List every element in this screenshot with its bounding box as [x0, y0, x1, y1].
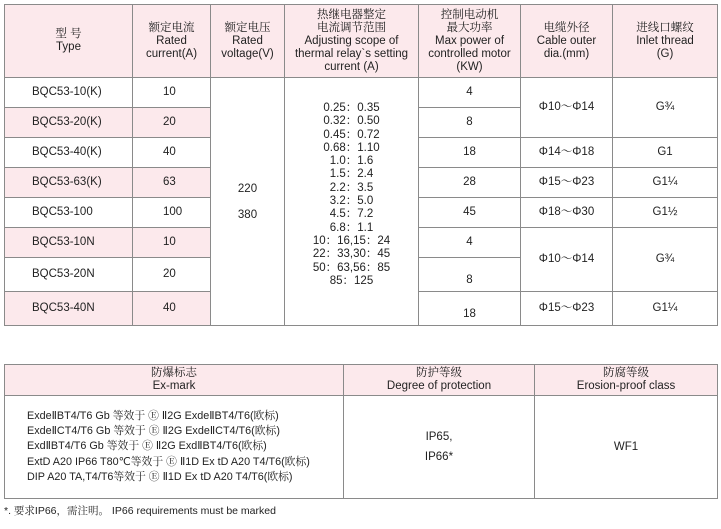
header-motor-en2: controlled motor — [428, 47, 511, 60]
voltage-cell — [211, 78, 285, 326]
relay-range: 2.2：3.5 — [329, 181, 374, 194]
ex-mark-line: ExdeⅡCT4/T6 Gb 等效于 Ⓔ Ⅱ2G ExdeⅡCT4/T6(欧标) — [27, 424, 280, 437]
header-current — [133, 5, 211, 78]
header-current-en2: current(A) — [145, 47, 198, 60]
header-relay — [285, 5, 419, 78]
protection-value: IP65, — [425, 431, 453, 443]
header-type-en: Type — [56, 41, 81, 53]
thread-cell: G1½ — [613, 198, 718, 228]
thread-cell: G¾ — [613, 78, 718, 138]
relay-range: 0.45：0.72 — [323, 128, 380, 141]
relay-range: 0.25：0.35 — [323, 102, 380, 114]
header-motor — [419, 5, 521, 78]
header-relay-en3: current (A) — [324, 60, 379, 73]
motor-power-cell: 45 — [419, 198, 521, 228]
header-voltage-en2: voltage(V) — [221, 47, 274, 60]
model-cell: BQC53-40(K) — [5, 138, 133, 168]
model-cell: BQC53-10N — [5, 228, 133, 258]
header-erosion-en: Erosion-proof class — [576, 380, 676, 392]
ex-data-row — [5, 396, 718, 499]
header-cable-en2: dia.(mm) — [543, 47, 590, 60]
header-motor-cn: 控制电动机 — [440, 8, 499, 21]
current-cell: 40 — [133, 138, 211, 168]
current-cell: 20 — [133, 108, 211, 138]
relay-range: 22：33,30：45 — [312, 248, 391, 261]
header-relay-en1: Adjusting scope of — [304, 34, 399, 47]
relay-range: 10：16,15：24 — [312, 234, 391, 247]
header-relay-cn: 热继电器整定 — [317, 8, 386, 21]
header-protection-cn: 防护等级 — [416, 367, 462, 379]
relay-range: 3.2：5.0 — [329, 195, 374, 208]
header-voltage-cn: 额定电压 — [224, 21, 271, 34]
cable-cell: Φ15～Φ23 — [521, 292, 613, 326]
relay-range: 85：125 — [329, 274, 374, 287]
header-motor-en3: (KW) — [456, 60, 483, 73]
header-thread-en1: Inlet thread — [636, 34, 694, 47]
current-cell: 40 — [133, 292, 211, 326]
current-cell: 100 — [133, 198, 211, 228]
motor-power-cell: 28 — [419, 168, 521, 198]
motor-power-cell: 18 — [419, 292, 521, 326]
footnote: *. 要求IP66，需注明。 IP66 requirements must be marked — [4, 505, 276, 517]
ex-mark-line: ExtD A20 IP66 T80℃等效于 Ⓔ Ⅱ1D Ex tD A20 T4/T6(欧标) — [27, 455, 310, 468]
current-cell: 10 — [133, 78, 211, 108]
ex-mark-table — [4, 364, 718, 499]
spec-header-row — [5, 5, 718, 78]
header-motor-cn2: 最大功率 — [446, 21, 493, 34]
cable-cell: Φ10～Φ14 — [521, 228, 613, 292]
header-protection — [344, 365, 535, 396]
ex-mark-line: DIP A20 TA,T4/T6等效于 Ⓔ Ⅱ1D Ex tD A20 T4/T6(欧标) — [27, 471, 293, 484]
model-cell: BQC53-40N — [5, 292, 133, 326]
ex-header-row — [5, 365, 718, 396]
header-thread-cn: 进线口螺纹 — [636, 21, 694, 34]
header-cable-cn: 电缆外径 — [543, 21, 590, 34]
current-cell: 63 — [133, 168, 211, 198]
header-voltage — [211, 5, 285, 78]
header-relay-en2: thermal relay`s setting — [294, 47, 409, 60]
header-cable-en1: Cable outer — [536, 34, 597, 47]
cable-cell: Φ14～Φ18 — [521, 138, 613, 168]
model-cell: BQC53-63(K) — [5, 168, 133, 198]
header-erosion — [535, 365, 718, 396]
model-cell: BQC53-100 — [5, 198, 133, 228]
voltage-value: 220 — [237, 182, 258, 195]
model-cell: BQC53-10(K) — [5, 78, 133, 108]
cable-cell: Φ10～Φ14 — [521, 78, 613, 138]
motor-power-cell: 18 — [419, 138, 521, 168]
header-current-en1: Rated — [156, 34, 187, 47]
header-ex-mark — [5, 365, 344, 396]
model-cell: BQC53-20N — [5, 258, 133, 292]
header-type — [5, 5, 133, 78]
protection-value: IP66* — [424, 451, 454, 463]
relay-range: 6.8：1.1 — [329, 221, 374, 234]
ex-mark-line: ExdⅡBT4/T6 Gb 等效于 Ⓔ Ⅱ2G ExdⅡBT4/T6(欧标) — [27, 440, 267, 453]
motor-power-cell: 4 — [419, 228, 521, 258]
header-type-cn: 型 号 — [55, 28, 82, 40]
relay-range: 4.5：7.2 — [329, 208, 374, 221]
header-protection-en: Degree of protection — [386, 380, 492, 392]
header-erosion-cn: 防腐等级 — [603, 367, 649, 379]
protection-cell — [344, 396, 535, 499]
cable-cell: Φ15～Φ23 — [521, 168, 613, 198]
relay-range: 1.0：1.6 — [329, 155, 374, 168]
thread-cell: G1¼ — [613, 168, 718, 198]
thread-cell: G1 — [613, 138, 718, 168]
relay-range: 1.5：2.4 — [329, 168, 374, 181]
header-relay-cn2: 电流调节范围 — [317, 21, 386, 34]
spec-table — [4, 4, 718, 326]
thread-cell: G¾ — [613, 228, 718, 292]
relay-range: 0.32：0.50 — [323, 115, 380, 128]
header-ex-mark-en: Ex-mark — [152, 380, 196, 392]
ex-mark-cell — [5, 396, 344, 499]
relay-range: 0.68：1.10 — [323, 141, 380, 154]
model-cell: BQC53-20(K) — [5, 108, 133, 138]
table-row — [5, 78, 718, 108]
motor-power-cell: 8 — [419, 108, 521, 138]
motor-power-cell: 8 — [419, 258, 521, 292]
header-motor-en1: Max power of — [434, 34, 505, 47]
header-current-cn: 额定电流 — [148, 21, 195, 34]
header-ex-mark-cn: 防爆标志 — [151, 367, 197, 379]
ex-mark-line: ExdeⅡBT4/T6 Gb 等效于 Ⓔ Ⅱ2G ExdeⅡBT4/T6(欧标) — [27, 409, 279, 422]
header-voltage-en1: Rated — [232, 34, 263, 47]
header-cable — [521, 5, 613, 78]
voltage-value: 380 — [237, 208, 258, 221]
thread-cell: G1¼ — [613, 292, 718, 326]
cable-cell: Φ18～Φ30 — [521, 198, 613, 228]
header-thread — [613, 5, 718, 78]
header-thread-en2: (G) — [656, 47, 674, 60]
current-cell: 20 — [133, 258, 211, 292]
current-cell: 10 — [133, 228, 211, 258]
relay-range-cell — [285, 78, 419, 326]
erosion-cell: WF1 — [535, 396, 718, 499]
motor-power-cell: 4 — [419, 78, 521, 108]
relay-range: 50：63,56：85 — [312, 261, 391, 274]
